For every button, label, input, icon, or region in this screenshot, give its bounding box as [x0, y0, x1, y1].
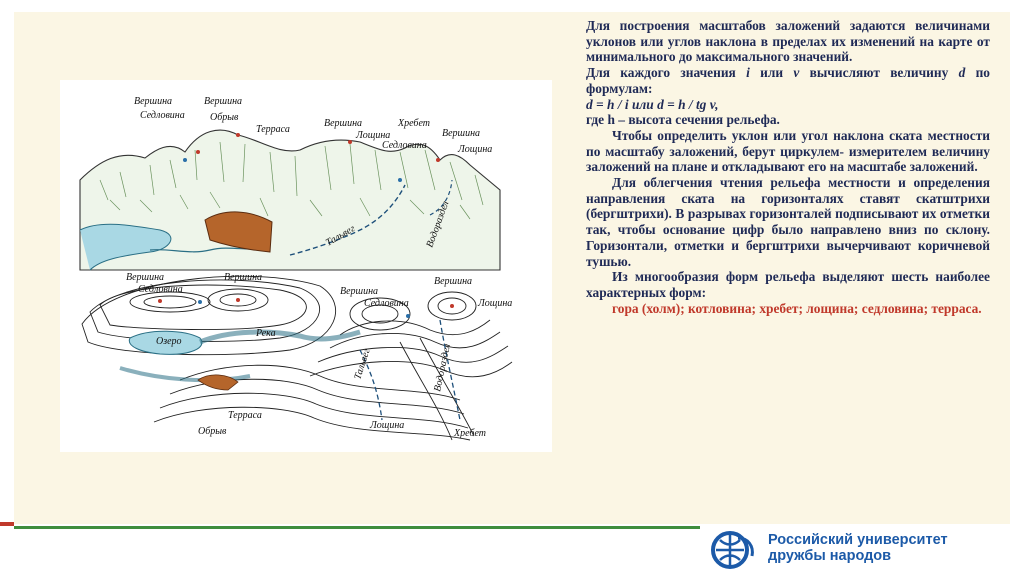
relief-forms-list: гора (холм); котловина; хребет; лощина; седловина; терраса.: [612, 300, 982, 316]
formula-note: где h – высота сечения рельефа.: [586, 112, 780, 128]
svg-text:Седловина: Седловина: [382, 140, 427, 151]
svg-text:Тальвег: Тальвег: [352, 347, 373, 381]
svg-text:Седловина: Седловина: [140, 110, 185, 121]
university-logo: [708, 530, 1008, 570]
svg-text:Вершина: Вершина: [324, 118, 363, 129]
globe-icon: [708, 530, 760, 570]
svg-text:Вершина: Вершина: [126, 272, 165, 283]
svg-text:Водораздел: Водораздел: [432, 342, 454, 393]
river-lower: [200, 332, 360, 342]
svg-text:Хребет: Хребет: [454, 428, 486, 439]
footer-accent-red: [0, 522, 14, 526]
svg-text:Обрыв: Обрыв: [198, 426, 227, 437]
svg-text:Лощина: Лощина: [356, 130, 391, 141]
university-name: Российский университет дружбы народов: [768, 532, 948, 564]
body-text: [586, 18, 990, 316]
paragraph-5: Из многообразия форм рельефа выделяют шесть наиболее характерных форм:: [586, 269, 990, 300]
svg-text:Терраса: Терраса: [228, 410, 262, 421]
svg-text:Водораздел: Водораздел: [424, 199, 452, 250]
svg-text:Тальвег: Тальвег: [324, 223, 358, 249]
formula: d = h / i или d = h / tg v,: [586, 96, 719, 112]
svg-text:Лощина: Лощина: [478, 298, 513, 309]
paragraph-1: Для построения масштабов заложений задаются величинами уклонов или углов наклона в пределах их изменений на карте от минимального до максимального значений.: [586, 18, 990, 65]
svg-text:Седловина: Седловина: [364, 298, 409, 309]
svg-text:Лощина: Лощина: [458, 144, 493, 155]
svg-text:Хребет: Хребет: [398, 118, 430, 129]
paragraph-4: Для облегчения чтения рельефа местности и определения направления ската на горизонталях ставят скатштрихи (бергштрихи). В разрывах горизонталей подписывают их отметки так, чтобы основание цифр было направлено вниз по склону. Горизонтали, отметки и бергштрихи вычерчивают коричневой тушью.: [586, 175, 990, 269]
svg-text:Вершина: Вершина: [134, 96, 173, 107]
svg-text:Река: Река: [256, 328, 276, 339]
paragraph-2: Для каждого значения i или v вычисляют величину d по формулам:: [586, 65, 990, 96]
svg-text:Седловина: Седловина: [138, 284, 183, 295]
svg-text:Озеро: Озеро: [156, 336, 182, 347]
relief-illustration: [60, 80, 552, 452]
svg-text:Вершина: Вершина: [442, 128, 481, 139]
svg-text:Вершина: Вершина: [204, 96, 243, 107]
svg-text:Обрыв: Обрыв: [210, 112, 239, 123]
svg-text:Терраса: Терраса: [256, 124, 290, 135]
svg-text:Вершина: Вершина: [224, 272, 263, 283]
svg-text:Вершина: Вершина: [434, 276, 473, 287]
footer-line: [14, 526, 700, 529]
paragraph-3: Чтобы определить уклон или угол наклона ската местности по масштабу заложений, берут циркулем- измерителем величину заложений на плане и откладывают его на масштабе заложений.: [586, 127, 990, 175]
svg-text:Лощина: Лощина: [370, 420, 405, 431]
svg-text:Вершина: Вершина: [340, 286, 379, 297]
